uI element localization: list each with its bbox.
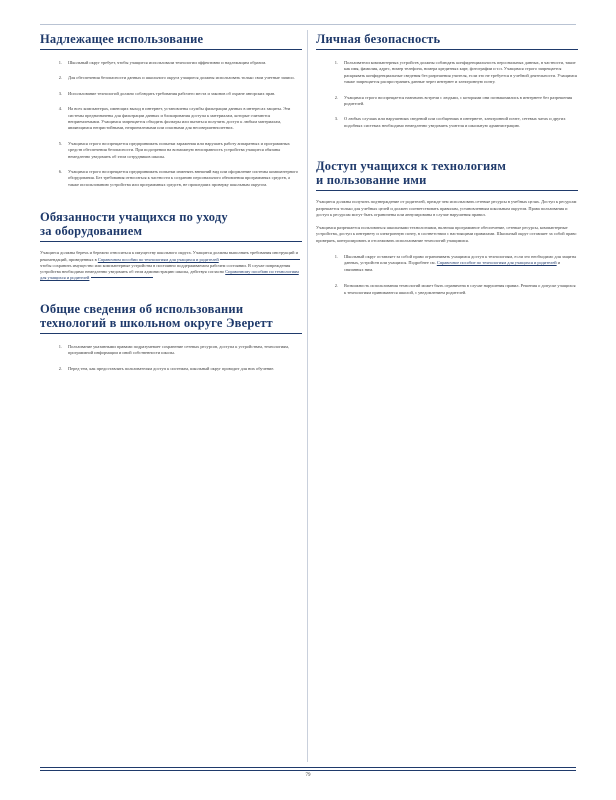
paragraph-text: чтобы сохранить имущество или компьютерные устройства в постоянно поддерживаемом рабочем состоянии. В случае повреждения устройства необходимо немедленно уведомить об этом администрацию школы, действуя согласно [40,262,291,275]
item-text: Возможность использования технологий может быть ограничена в случае нарушения правил. Решения о допуске учащихся к технологиям принимаются школой, с уведомлением родителей. [344,283,576,295]
section-title [40,302,302,330]
list-item [316,95,578,108]
item-text: Учащимся строго воспрещается назначать встречи с людьми, с которыми они познакомились в интернете без разрешения родителей. [344,94,573,107]
item-number: 2. [334,283,338,289]
item-text: О любых случаях или нарушениях сведений или сообщениях в интернете, электронной почте, сетевых чатах и других подобных системах необходимо немедленно уведомить учителя и школьную администрацию. [344,116,566,128]
footer-rule [40,770,576,771]
section-title-line-1: Доступ учащихся к технологиям [316,159,507,174]
section-title-line-1: Общие сведения об использовании [40,301,244,316]
item-body: Школьный округ оставляет за собой право ограничивать учащимся доступ к технологиям, если это необходимо для защиты данных, устройств или учащихся. Подробнее см. [344,254,577,266]
section-general-info [40,302,302,372]
item-number: 3. [58,90,62,96]
item-text: Перед тем, как предоставлять пользователям доступ к системам, школьный округ проводит для них обучение. [68,365,275,371]
item-number: 2. [58,365,62,371]
list-item [40,366,302,372]
handbook-link[interactable]: Справочное пособие по технологиям для учащихся и родителей [436,260,557,266]
section-rule [316,49,578,50]
rules-list [40,344,302,372]
item-number: 6. [58,169,62,175]
section-title-line-1: Обязанности учащихся по уходу [40,210,228,225]
list-item [40,75,302,81]
item-number: 2. [58,75,62,81]
item-text: Использование технологий должно соблюдать требования рабочего места и законов об охране авторских прав. [68,90,276,96]
item-text: Учащимся строго воспрещается предпринимать попытки изменять внешний вид или оформление системы компьютерного оборудования. Без требования относиться к частности к созданию персонального обновления программных средств, а также использованию устройства или программных средств, не прошедших проверку школьным округом. [68,169,299,187]
item-number: 1. [334,254,338,260]
section-paragraph: Учащиеся должны получить подтверждение от родителей, прежде чем использовать сетевые ресурсы в учебных целях. Доступ к ресурсам разрешается только для учебных целей и должен соответствовать правилам, установленным школьным округом. Права пользования и доступ к ресурсам могут быть ограничены или аннулированы в случае нарушения правил. [316,199,577,217]
section-rule [40,333,302,334]
item-number: 2. [334,94,338,100]
item-text [344,254,578,273]
handbook-link[interactable]: Справочном пособии по технологиям для учащихся и родителей [97,256,219,262]
rules-list [40,60,302,188]
fill-rule [91,277,153,278]
list-item [316,283,578,296]
item-number: 3. [334,116,338,122]
item-number: 1. [334,60,338,65]
paragraph-text: Учащиеся должны беречь и бережно относиться к имуществу школьного округа. Учащиеся должны выполнять требования инструкций и рекомендаций, приведенных в [40,250,298,262]
item-tail: и связанных ним. [344,260,561,272]
item-number: 1. [58,343,62,349]
section-personal-safety [316,32,578,129]
item-text: Пользователи компьютерных устройств должны соблюдать конфиденциальность персональных данных, в частности, такие как имя, фамилия, адрес, номер телефона, номера кредитных карт, фотографии и т.п. Учащимся строго запрещается раскрывать конфиденциальные сведения без разрешения учителя, если это не требуется в учебной деятельности. Учащимся также запрещается распространять данные через интернет и электронную почту. [344,60,577,85]
list-item [316,254,578,273]
list-item [316,116,578,129]
section-paragraph [40,250,302,281]
section-title-line-2: и пользование ими [316,173,427,188]
right-column [316,32,578,296]
item-text: На всех компьютерах, имеющих выход в интернет, установлены службы фильтрации данных в интересах защиты. Эти системы предназначены для фильтрации данных и блокирования доступа к материалам, которые считаются неприемлемыми. Учащимся запрещается обходить фильтры или пытаться получить доступ к любым материалам, являющимся непристойными, неприемлемыми или опасными для несовершеннолетних. [68,106,291,131]
list-item [40,106,302,132]
section-title: Надлежащее использование [40,32,204,46]
handbook-link[interactable]: Справочному пособию по технологиям для учащихся и родителей [40,269,299,281]
section-title: Личная безопасность [316,32,441,46]
item-number: 1. [58,60,62,65]
item-text: Пользование указанными правами подразумевает сохранение сетевых ресурсов, доступа к устройствам, технологиям, программной информации и иной собственности школы. [68,343,290,356]
section-rule [40,241,302,242]
item-number: 4. [58,106,62,112]
section-title-line-2: технологий в школьном округе Эверетт [40,315,273,330]
left-column [40,32,302,372]
section-student-access [316,159,578,296]
section-title [40,210,302,238]
list-item [40,169,302,188]
item-number: 5. [58,140,62,146]
section-proper-use [40,32,302,188]
section-paragraph: Учащимся разрешается пользоваться школьными технологиями, включая программное обеспечение, сетевые ресурсы, компьютерные устройства, доступ к интернету и электронную почту, в соответствии с настоящими правилами. Школьный округ оставляет за собой право проверять, контролировать и отслеживать использование технологий учащимися. [316,225,577,243]
section-rule [316,190,578,191]
item-text: Учащимся строго воспрещается предпринимать попытки заражения или нарушать работу аппаратных и программных средств обеспечения безопасности. При подозрении на возможную неисправность устройства учащиеся обязаны немедленно уведомить об этом сотрудников школы. [68,140,290,159]
list-item [316,60,578,86]
footer-rule [40,767,576,768]
section-title-line-2: за оборудованием [40,224,143,239]
list-item [40,141,302,160]
rules-list [316,254,578,296]
item-text: Школьный округ требует, чтобы учащиеся использовали технологии эффективно и надлежащим образом. [68,60,267,65]
item-text: Для обеспечения безопасности данных и школьного округа учащиеся должны использовать только свои учетные записи. [68,75,295,81]
section-title [316,159,578,187]
list-item [40,344,302,357]
fill-rule [220,259,300,260]
rules-list [316,60,578,129]
column-divider [307,30,308,762]
page-number: 79 [305,773,311,778]
top-rule [40,24,576,25]
list-item [40,91,302,97]
list-item [40,60,302,66]
section-rule [40,49,302,50]
section-equipment-care [40,210,302,281]
